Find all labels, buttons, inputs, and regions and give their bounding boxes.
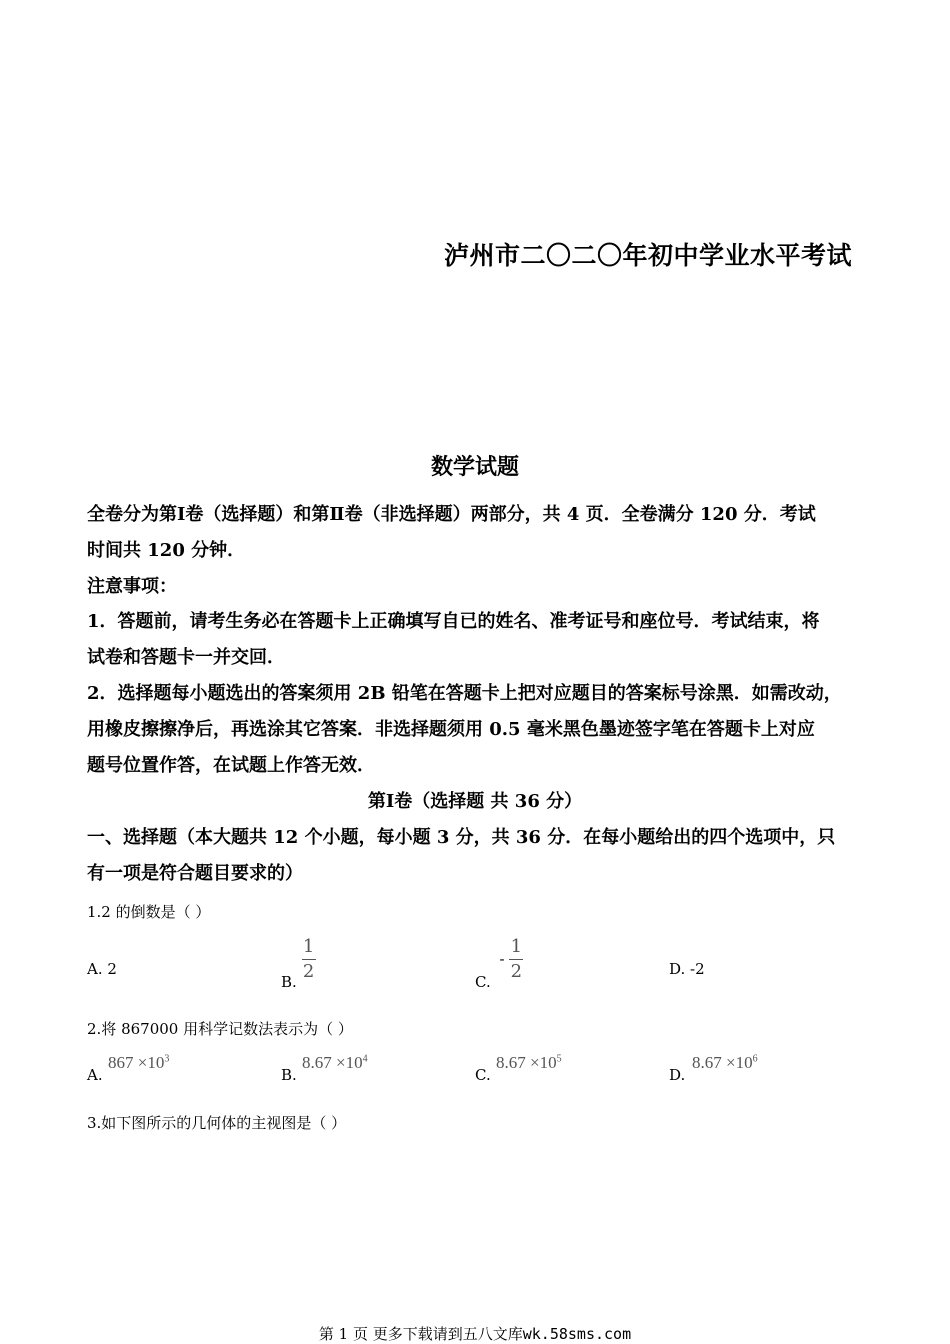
fraction-denominator: 2 [510, 961, 523, 982]
fraction-bar [302, 959, 316, 960]
notice-item-2-line-1: 2．选择题每小题选出的答案须用 2B 铅笔在答题卡上把对应题目的答案标号涂黑．如需改动， [87, 683, 842, 704]
section-1-title: 第Ⅰ卷（选择题 共 36 分） [367, 791, 583, 812]
section-1-instructions-line-2: 有一项是符合题目要求的） [87, 863, 303, 884]
question-2-stem: 2.将 867000 用科学记数法表示为（ ） [87, 1020, 353, 1038]
q1-option-c [475, 936, 523, 991]
q2-option-a-label: A. [87, 1066, 103, 1084]
section-1-instructions-line-1: 一、选择题（本大题共 12 个小题，每小题 3 分，共 36 分．在每小题给出的四个选项中，只 [87, 827, 836, 848]
notice-item-2-line-3: 题号位置作答，在试题上作答无效． [87, 755, 375, 776]
q1-option-c-sign: - [499, 949, 505, 968]
fraction-numerator: 1 [510, 936, 523, 957]
q2-option-d-expression [692, 1053, 758, 1073]
q2-option-b-expression [302, 1053, 368, 1073]
q1-option-c-label: C. [475, 972, 491, 991]
expression-base: 867 ×10 [108, 1053, 165, 1072]
expression-exponent: 4 [362, 1053, 368, 1065]
intro-line-2: 时间共 120 分钟． [87, 540, 246, 561]
exam-title: 泸州市二〇二〇年初中学业水平考试 [444, 241, 853, 270]
expression-base: 8.67 ×10 [496, 1053, 557, 1072]
q1-option-d: D. -2 [669, 960, 705, 978]
q1-option-c-fraction [509, 937, 523, 982]
q2-option-c-label: C. [475, 1066, 491, 1084]
footer-site: wk.58sms.com [522, 1325, 632, 1343]
fraction-denominator: 2 [302, 961, 315, 982]
q1-option-b [281, 936, 316, 991]
intro-line-1: 全卷分为第Ⅰ卷（选择题）和第Ⅱ卷（非选择题）两部分，共 4 页．全卷满分 120 分．考试 [87, 504, 816, 525]
q1-option-a: A. 2 [87, 960, 117, 978]
fraction-numerator: 1 [302, 936, 315, 957]
question-3-stem: 3.如下图所示的几何体的主视图是（ ） [87, 1114, 347, 1132]
expression-base: 8.67 ×10 [302, 1053, 363, 1072]
q2-option-c-expression [496, 1053, 562, 1073]
q2-option-b-label: B. [281, 1066, 297, 1084]
notice-heading: 注意事项： [87, 576, 177, 597]
subject-title: 数学试题 [430, 454, 519, 480]
notice-item-1-line-1: 1．答题前，请考生务必在答题卡上正确填写自已的姓名、准考证号和座位号．考试结束，将 [87, 611, 820, 632]
q2-option-d-label: D. [669, 1066, 686, 1084]
footer-text: 第 1 页 更多下载请到五八文库 [318, 1325, 523, 1343]
fraction-bar [509, 959, 523, 960]
expression-exponent: 6 [752, 1053, 758, 1065]
q1-option-b-label: B. [281, 972, 297, 991]
expression-exponent: 5 [556, 1053, 562, 1065]
q2-option-a-expression [108, 1053, 169, 1073]
question-1-stem: 1.2 的倒数是（ ） [87, 903, 211, 921]
expression-base: 8.67 ×10 [692, 1053, 753, 1072]
notice-item-1-line-2: 试卷和答题卡一并交回． [87, 647, 285, 668]
expression-exponent: 3 [164, 1053, 170, 1065]
page-footer [0, 1323, 950, 1344]
notice-item-2-line-2: 用橡皮擦擦净后，再选涂其它答案．非选择题须用 0.5 毫米黑色墨迹签字笔在答题卡上对应 [87, 719, 815, 740]
q1-option-b-fraction [302, 937, 316, 982]
